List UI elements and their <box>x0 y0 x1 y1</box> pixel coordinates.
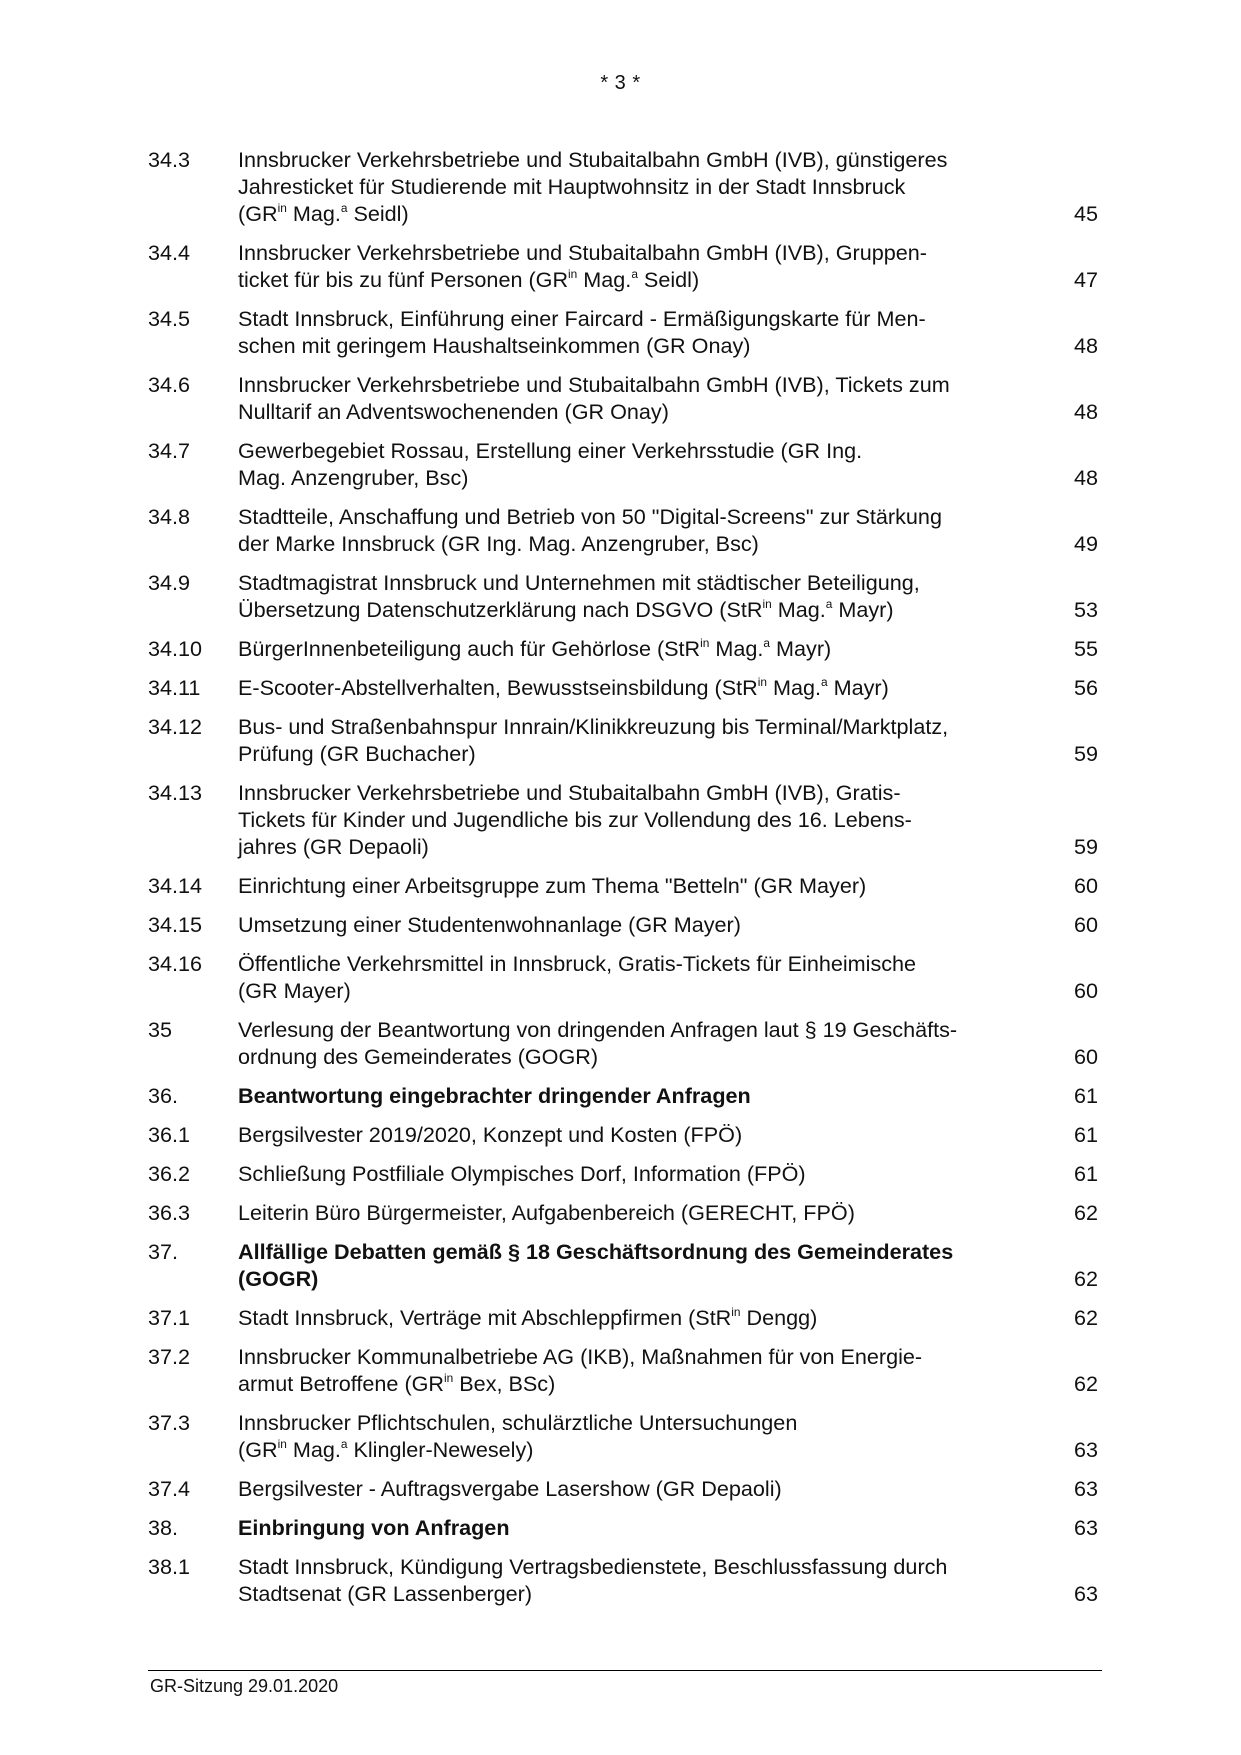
toc-entry <box>148 635 1098 662</box>
toc-entry <box>148 239 1098 293</box>
toc-entry-title: BürgerInnenbeteiligung auch für Gehörlose (StR$^{in}$ Mag.$^a$ Mayr) <box>238 636 832 661</box>
toc-entry-page: 47 <box>1073 267 1098 292</box>
toc-entry-page: 53 <box>1073 597 1098 622</box>
toc-entry-number: 37.4 <box>148 1476 191 1501</box>
toc-entry-page: 62 <box>1073 1200 1098 1225</box>
toc-entry-page: 59 <box>1073 741 1098 766</box>
toc-entry <box>148 1238 1098 1292</box>
toc-entry-title: Bergsilvester - Auftragsvergabe Lasershow (GR Depaoli) <box>238 1476 782 1501</box>
toc-entry-page: 62 <box>1073 1305 1098 1330</box>
toc-entry-title: E-Scooter-Abstellverhalten, Bewusstseinsbildung (StR$^{in}$ Mag.$^a$ Mayr) <box>238 675 889 700</box>
toc-entry-page: 63 <box>1073 1581 1098 1606</box>
toc-entry-title: Innsbrucker Verkehrsbetriebe und Stubaitalbahn GmbH (IVB), Gruppen- ticket für bis zu fünf Personen ($GR^{in}$ Mag.$^a$ Seidl) <box>238 240 927 292</box>
toc-entry-page: 48 <box>1073 399 1098 424</box>
toc-entry-number: 34.11 <box>148 675 201 700</box>
toc-entry-number: 34.7 <box>148 438 191 463</box>
toc-entry-title: Stadtteile, Anschaffung und Betrieb von 50 "Digital-Screens" zur Stärkung der Marke Innsbruck (GR Ing. Mag. Anzengruber, Bsc) <box>238 504 942 556</box>
toc-entry-number: 34.16 <box>148 951 203 976</box>
toc-entry <box>148 911 1098 938</box>
toc-entry-page: 56 <box>1073 675 1098 700</box>
toc-entry-page: 60 <box>1073 912 1098 937</box>
toc-entry-number: 34.13 <box>148 780 203 805</box>
toc-entry-title: Einbringung von Anfragen <box>238 1515 510 1540</box>
toc-entry-number: 37.3 <box>148 1410 191 1435</box>
footer-session-date: GR-Sitzung 29.01.2020 <box>150 1676 339 1696</box>
toc-entry-page: 60 <box>1073 873 1098 898</box>
toc-entry-page: 61 <box>1073 1083 1098 1108</box>
toc-entry-title: Innsbrucker Kommunalbetriebe AG (IKB), Maßnahmen für von Energie- armut Betroffene ($GR^{in}$ Bex, BSc) <box>238 1344 923 1396</box>
toc-entry-number: 34.10 <box>148 636 203 661</box>
toc-entry <box>148 950 1098 1004</box>
toc-entry-title: Stadt Innsbruck, Einführung einer Faircard - Ermäßigungskarte für Men- schen mit geringem Haushaltseinkommen (GR Onay) <box>238 306 926 358</box>
toc-entry-number: 34.3 <box>148 147 191 172</box>
toc-entry-title: Innsbrucker Verkehrsbetriebe und Stubaitalbahn GmbH (IVB), Gratis- Tickets für Kinder und Jugendliche bis zur Vollendung des 16. Lebens- jahres (GR Depaoli) <box>238 780 912 859</box>
toc-entry-page: 60 <box>1073 1044 1098 1069</box>
toc-entry-title: Bus- und Straßenbahnspur Innrain/Klinikkreuzung bis Terminal/Marktplatz, Prüfung (GR Buchacher) <box>238 714 949 766</box>
toc-entry-title: Innsbrucker Pflichtschulen, schulärztliche Untersuchungen ($GR^{in}$ Mag.$^a$ Klingler-Newesely) <box>238 1410 798 1462</box>
toc-entry-title: Stadt Innsbruck, Kündigung Vertragsbedienstete, Beschlussfassung durch Stadtsenat (GR Lassenberger) <box>238 1554 948 1606</box>
toc-entry-title: Beantwortung eingebrachter dringender Anfragen <box>238 1083 751 1108</box>
toc-entry-page: 48 <box>1073 333 1098 358</box>
toc-entry-number: 34.6 <box>148 372 191 397</box>
toc-entry <box>148 1553 1098 1607</box>
toc-entry-page: 62 <box>1073 1266 1098 1291</box>
toc-entry-title: Innsbrucker Verkehrsbetriebe und Stubaitalbahn GmbH (IVB), Tickets zum Nulltarif an Adventswochenenden (GR Onay) <box>238 372 950 424</box>
toc-entry <box>148 1199 1098 1226</box>
toc-entry-number: 34.15 <box>148 912 203 937</box>
toc-entry-page: 62 <box>1073 1371 1098 1396</box>
toc-entry <box>148 1343 1098 1397</box>
toc-entry-title: Stadtmagistrat Innsbruck und Unternehmen mit städtischer Beteiligung, Übersetzung Datenschutzerklärung nach DSGVO (StR$^{in}$ Mag.$^a$ Mayr) <box>238 570 920 622</box>
toc-entry-number: 37.2 <box>148 1344 191 1369</box>
toc-entry-page: 48 <box>1073 465 1098 490</box>
toc-entry-title: Leiterin Büro Bürgermeister, Aufgabenbereich (GERECHT, FPÖ) <box>238 1200 855 1225</box>
footer-divider <box>148 1670 1102 1671</box>
toc-entry <box>148 437 1098 491</box>
toc-entry-title: Allfällige Debatten gemäß § 18 Geschäftsordnung des Gemeinderates (GOGR) <box>238 1239 954 1291</box>
toc-entry-page: 63 <box>1073 1515 1098 1540</box>
toc-entry-page: 61 <box>1073 1122 1098 1147</box>
toc-entry-page: 63 <box>1073 1437 1098 1462</box>
toc-entry-page: 55 <box>1073 636 1098 661</box>
toc-entry <box>148 713 1098 767</box>
toc-entry-number: 37.1 <box>148 1305 191 1330</box>
toc-entry-title: Innsbrucker Verkehrsbetriebe und Stubaitalbahn GmbH (IVB), günstigeres Jahresticket für Studierende mit Hauptwohnsitz in der Stadt Innsbruck ($GR^{in}$ Mag.$^a$ Seidl) <box>238 147 948 226</box>
toc-entry-page: 60 <box>1073 978 1098 1003</box>
toc-entry-title: Umsetzung einer Studentenwohnanlage (GR Mayer) <box>238 912 741 937</box>
toc-entry-number: 35 <box>148 1017 173 1042</box>
toc-entry-title: Schließung Postfiliale Olympisches Dorf, Information (FPÖ) <box>238 1161 806 1186</box>
toc-entry <box>148 1409 1098 1463</box>
toc-entry-number: 34.9 <box>148 570 191 595</box>
toc-entry <box>148 146 1098 227</box>
toc-entry <box>148 1121 1098 1148</box>
toc-entry <box>148 1082 1098 1109</box>
toc-entry <box>148 674 1098 701</box>
toc-entry <box>148 1304 1098 1331</box>
toc-entry-number: 34.4 <box>148 240 191 265</box>
toc-entry-number: 36.1 <box>148 1122 191 1147</box>
toc-entry-title: Verlesung der Beantwortung von dringenden Anfragen laut § 19 Geschäfts- ordnung des Gemeinderates (GOGR) <box>238 1017 958 1069</box>
toc-entry <box>148 1475 1098 1502</box>
toc-entry-title: Gewerbegebiet Rossau, Erstellung einer Verkehrsstudie (GR Ing. Mag. Anzengruber, Bsc) <box>238 438 863 490</box>
toc-entry-number: 36.2 <box>148 1161 191 1186</box>
toc-entry-title: Bergsilvester 2019/2020, Konzept und Kosten (FPÖ) <box>238 1122 743 1147</box>
toc-entry-number: 38. <box>148 1515 179 1540</box>
table-of-contents <box>148 146 1098 1619</box>
toc-entry <box>148 569 1098 623</box>
toc-entry <box>148 305 1098 359</box>
toc-entry <box>148 872 1098 899</box>
toc-entry-number: 38.1 <box>148 1554 191 1579</box>
toc-entry-page: 49 <box>1073 531 1098 556</box>
toc-entry-page: 59 <box>1073 834 1098 859</box>
toc-entry-page: 61 <box>1073 1161 1098 1186</box>
toc-entry <box>148 503 1098 557</box>
toc-entry-number: 36. <box>148 1083 179 1108</box>
toc-entry-number: 34.5 <box>148 306 191 331</box>
toc-entry <box>148 1514 1098 1541</box>
toc-entry-number: 34.14 <box>148 873 203 898</box>
toc-entry-title: Öffentliche Verkehrsmittel in Innsbruck, Gratis-Tickets für Einheimische (GR Mayer) <box>238 951 917 1003</box>
toc-entry-page: 63 <box>1073 1476 1098 1501</box>
toc-entry-title: Einrichtung einer Arbeitsgruppe zum Thema "Betteln" (GR Mayer) <box>238 873 867 898</box>
toc-entry-page: 45 <box>1073 201 1098 226</box>
page-number: * 3 * <box>600 72 641 94</box>
toc-entry-title: Stadt Innsbruck, Verträge mit Abschleppfirmen (StR$^{in}$ Dengg) <box>238 1305 818 1330</box>
toc-entry-number: 34.8 <box>148 504 191 529</box>
toc-entry <box>148 1016 1098 1070</box>
toc-entry-number: 36.3 <box>148 1200 191 1225</box>
toc-entry-number: 34.12 <box>148 714 203 739</box>
toc-entry <box>148 1160 1098 1187</box>
toc-entry-number: 37. <box>148 1239 179 1264</box>
toc-entry <box>148 371 1098 425</box>
toc-entry <box>148 779 1098 860</box>
